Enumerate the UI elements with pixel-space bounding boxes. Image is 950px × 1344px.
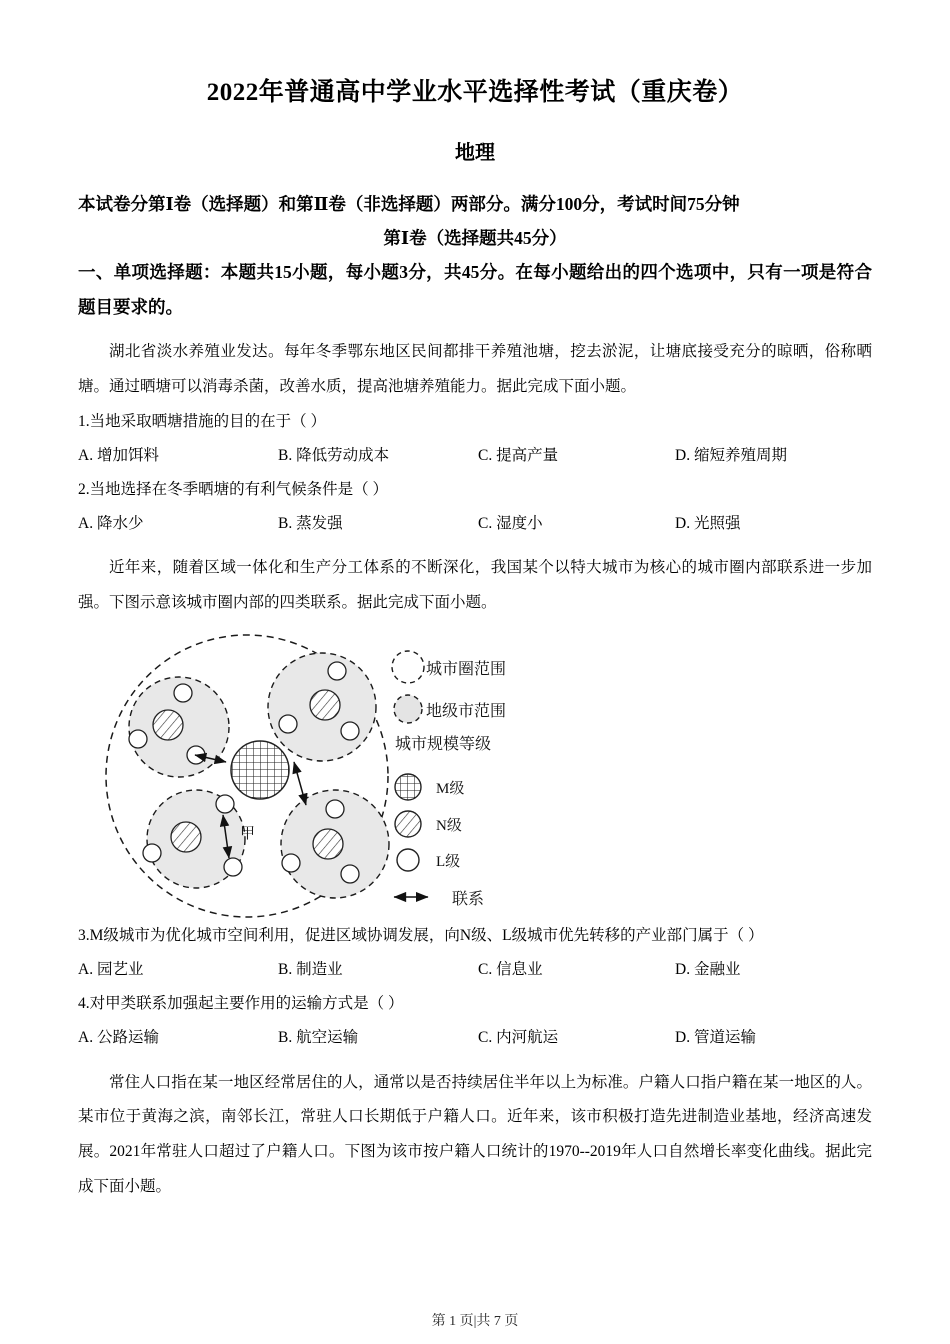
question-1-option-a[interactable]: A. 增加饵料 [78,447,159,465]
question-1-option-d[interactable]: D. 缩短养殖周期 [675,447,787,465]
legend-label-prefecture: 地级市范围 [426,703,507,721]
prefecture-city-lower-left [143,790,255,888]
question-3-options [78,953,872,987]
passage-1: 湖北省淡水养殖业发达。每年冬季鄂东地区民间都排干养殖池塘，挖去淤泥，让塘底接受充分的晾晒，俗称晒塘。通过晒塘可以消毒杀菌，改善水质，提高池塘养殖能力。据此完成下面小题。 [78,343,872,396]
legend-label-city-cluster: 城市圈范围 [426,661,507,679]
l-class-city [174,684,192,702]
question-1-options [78,439,872,473]
legend-heading-city-scale: 城市规模等级 [395,736,492,754]
n-class-city [153,710,183,740]
legend-n-class-icon [395,811,421,837]
link-upper-right-to-lower-right [294,762,306,805]
passage-3: 常住人口指在某一地区经常居住的人，通常以是否持续居住半年以上为标准。户籍人口指户籍在某一地区的人。某市位于黄海之滨，南邻长江，常驻人口长期低于户籍人口。近年来，该市积极打造先进制造业基地，经济高速发展。2021年常驻人口超过了户籍人口。下图为该市按户籍人口统计的1970--2019年人口自然增长率变化曲线。据此完成下面小题。 [78,1073,872,1196]
legend-m-class-icon [395,774,421,800]
legend-label-l-class: L级 [436,854,461,871]
l-class-city [341,722,359,740]
question-2-option-c[interactable]: C. 湿度小 [478,515,543,533]
instructions-line-2: 第Ⅰ卷（选择题共45分） [383,228,567,249]
prefecture-city-upper-right [268,653,376,761]
n-class-city [313,829,343,859]
prefecture-city-lower-right [281,790,389,898]
question-1-stem: 1.当地采取晒塘措施的目的在于（ ） [78,413,327,430]
question-2-stem: 2.当地选择在冬季晒塘的有利气候条件是（ ） [78,481,389,499]
l-class-city [129,730,147,748]
l-class-city [224,858,242,876]
l-class-city [143,844,161,862]
question-3-stem: 3.M级城市为优化城市空间利用，促进区域协调发展，向N级、L级城市优先转移的产业部门属于（ ） [78,927,764,945]
figure-annotation-jia: 甲 [240,826,256,843]
legend-label-n-class: N级 [436,818,462,835]
question-1-option-c[interactable]: C. 提高产量 [478,447,559,465]
n-class-city [310,690,340,720]
question-2-option-b[interactable]: B. 蒸发强 [278,515,343,533]
l-class-city [326,800,344,818]
prefecture-city-upper-left [129,677,229,777]
legend-city-cluster-icon [392,651,424,683]
legend-prefecture-icon [394,695,422,723]
l-class-city [279,715,297,733]
question-3-option-c[interactable]: C. 信息业 [478,961,543,979]
question-4-option-b[interactable]: B. 航空运输 [278,1029,359,1047]
instructions-line-1: 本试卷分第Ⅰ卷（选择题）和第Ⅱ卷（非选择题）两部分。满分100分，考试时间75分钟 [78,194,740,214]
question-1-option-b[interactable]: B. 降低劳动成本 [278,447,390,465]
figure-legend [392,651,506,908]
m-class-core-city [231,741,289,799]
question-2-options [78,507,872,541]
question-4-option-a[interactable]: A. 公路运输 [78,1029,159,1047]
city-cluster-figure [78,629,872,919]
l-class-city [341,865,359,883]
question-4-options [78,1021,872,1055]
legend-l-class-icon [397,849,419,871]
l-class-city [282,854,300,872]
n-class-city [171,822,201,852]
subject-title: 地理 [455,142,495,164]
l-class-city [216,795,234,813]
question-2-option-a[interactable]: A. 降水少 [78,515,144,533]
legend-label-link: 联系 [452,891,485,909]
l-class-city [328,662,346,680]
question-3-option-d[interactable]: D. 金融业 [675,961,741,979]
question-3-option-b[interactable]: B. 制造业 [278,961,343,979]
question-4-option-d[interactable]: D. 管道运输 [675,1029,756,1047]
question-4-option-c[interactable]: C. 内河航运 [478,1029,559,1047]
question-3-option-a[interactable]: A. 园艺业 [78,961,144,979]
page-title: 2022年普通高中学业水平选择性考试（重庆卷） [206,79,744,106]
section-heading: 一、单项选择题：本题共15小题，每小题3分，共45分。在每小题给出的四个选项中，只有一项是符合题目要求的。 [78,262,872,318]
passage-2: 近年来，随着区域一体化和生产分工体系的不断深化，我国某个以特大城市为核心的城市圈内部联系进一步加强。下图示意该城市圈内部的四类联系。据此完成下面小题。 [78,559,872,612]
page-footer: 第 1 页|共 7 页 [431,1314,519,1329]
question-2-option-d[interactable]: D. 光照强 [675,515,741,533]
question-4-stem: 4.对甲类联系加强起主要作用的运输方式是（ ） [78,995,404,1013]
legend-label-m-class: M级 [436,781,465,798]
